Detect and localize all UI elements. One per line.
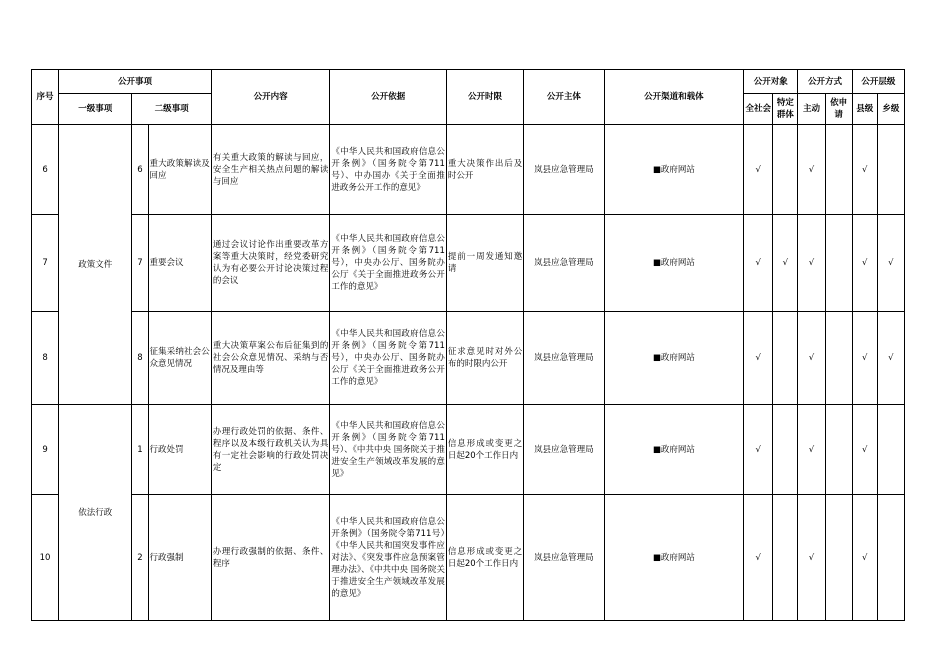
empty-cell <box>877 405 904 495</box>
group-policy: 政策文件 <box>59 125 132 405</box>
row-item: 重要会议 <box>148 215 211 312</box>
row-sub-no: 6 <box>132 125 148 215</box>
row-content: 重大决策草案公布后征集到的社会公众意见情况、采纳与否情况及理由等 <box>211 312 330 405</box>
header-level1: 一级事项 <box>59 94 132 125</box>
disclosure-table <box>31 69 905 621</box>
header-target: 公开对象 <box>744 70 798 94</box>
header-level-township: 乡级 <box>877 94 904 125</box>
check-level-county: √ <box>852 312 877 405</box>
check-target-all: √ <box>744 215 773 312</box>
row-basis: 《中华人民共和国政府信息公开条例》（国务院令第711号），中央办公厅、国务院办公厅《关于全面推进政务公开工作的意见》 <box>330 312 447 405</box>
row-seq: 6 <box>32 125 59 215</box>
row-basis: 《中华人民共和国政府信息公开条例》（国务院令第711号）、《中共中央 国务院关于推进安全生产领域改革发展的意见》 <box>330 405 447 495</box>
row-subject: 岚县应急管理局 <box>524 125 604 215</box>
header-method: 公开方式 <box>798 70 852 94</box>
empty-cell <box>877 125 904 215</box>
table-row <box>32 405 905 495</box>
row-channel: ■政府网站 <box>604 495 744 621</box>
check-level-county: √ <box>852 405 877 495</box>
row-sub-no: 8 <box>132 312 148 405</box>
row-channel: ■政府网站 <box>604 312 744 405</box>
row-subject: 岚县应急管理局 <box>524 312 604 405</box>
row-subject: 岚县应急管理局 <box>524 215 604 312</box>
row-seq: 8 <box>32 312 59 405</box>
check-target-all: √ <box>744 495 773 621</box>
row-sub-no: 1 <box>132 405 148 495</box>
table-row <box>32 312 905 405</box>
row-subject: 岚县应急管理局 <box>524 495 604 621</box>
row-channel: ■政府网站 <box>604 215 744 312</box>
header-public-items: 公开事项 <box>59 70 212 94</box>
row-time: 信息形成或变更之日起20个工作日内 <box>446 405 523 495</box>
empty-cell <box>825 312 852 405</box>
row-seq: 10 <box>32 495 59 621</box>
row-basis: 《中华人民共和国政府信息公开条例》（国务院令第711号）、中办国办《关于全面推进政务公开工作的意见》 <box>330 125 447 215</box>
header-level-county: 县级 <box>852 94 877 125</box>
row-channel: ■政府网站 <box>604 125 744 215</box>
check-target-all: √ <box>744 405 773 495</box>
header-time: 公开时限 <box>446 70 523 125</box>
empty-cell <box>773 405 798 495</box>
empty-cell <box>773 312 798 405</box>
table-row <box>32 215 905 312</box>
check-method-active: √ <box>798 312 825 405</box>
row-item: 行政处罚 <box>148 405 211 495</box>
row-channel: ■政府网站 <box>604 405 744 495</box>
header-method-request: 依申请 <box>825 94 852 125</box>
row-time: 征求意见时对外公布的时限内公开 <box>446 312 523 405</box>
row-time: 提前一周发通知邀请 <box>446 215 523 312</box>
check-level-township: √ <box>877 312 904 405</box>
row-content: 通过会议讨论作出重要改革方案等重大决策时，经党委研究认为有必要公开讨论决策过程的会议 <box>211 215 330 312</box>
table-row <box>32 495 905 621</box>
row-time: 重大决策作出后及时公开 <box>446 125 523 215</box>
row-content: 办理行政处罚的依据、条件、程序以及本级行政机关认为具有一定社会影响的行政处罚决定 <box>211 405 330 495</box>
check-target-specific: √ <box>773 215 798 312</box>
check-level-township: √ <box>877 215 904 312</box>
empty-cell <box>773 495 798 621</box>
row-subject: 岚县应急管理局 <box>524 405 604 495</box>
check-level-county: √ <box>852 495 877 621</box>
header-row-1 <box>32 70 905 94</box>
check-method-active: √ <box>798 125 825 215</box>
row-seq: 9 <box>32 405 59 495</box>
check-method-active: √ <box>798 495 825 621</box>
row-time: 信息形成或变更之日起20个工作日内 <box>446 495 523 621</box>
row-item: 征集采纳社会公众意见情况 <box>148 312 211 405</box>
table-row <box>32 125 905 215</box>
check-target-all: √ <box>744 312 773 405</box>
empty-cell <box>825 495 852 621</box>
row-content: 有关重大政策的解读与回应，安全生产相关热点问题的解读与回应 <box>211 125 330 215</box>
header-channel: 公开渠道和载体 <box>604 70 744 125</box>
empty-cell <box>825 125 852 215</box>
row-sub-no: 2 <box>132 495 148 621</box>
check-method-active: √ <box>798 215 825 312</box>
row-seq: 7 <box>32 215 59 312</box>
check-method-active: √ <box>798 405 825 495</box>
row-basis: 《中华人民共和国政府信息公开条例》（国务院令第711号），中央办公厅、国务院办公厅《关于全面推进政务公开工作的意见》 <box>330 215 447 312</box>
empty-cell <box>773 125 798 215</box>
header-seq: 序号 <box>32 70 59 125</box>
empty-cell <box>877 495 904 621</box>
row-item: 行政强制 <box>148 495 211 621</box>
header-subject: 公开主体 <box>524 70 604 125</box>
header-level: 公开层级 <box>852 70 904 94</box>
header-target-specific: 特定群体 <box>773 94 798 125</box>
empty-cell <box>825 215 852 312</box>
header-method-active: 主动 <box>798 94 825 125</box>
row-content: 办理行政强制的依据、条件、程序 <box>211 495 330 621</box>
check-level-county: √ <box>852 125 877 215</box>
header-target-all: 全社会 <box>744 94 773 125</box>
row-basis: 《中华人民共和国政府信息公开条例》（国务院令第711号）《中华人民共和国突发事件应对法》、《突发事件应急预案管理办法》、《中共中央 国务院关于推进安全生产领域改革发展的意见》 <box>330 495 447 621</box>
header-content: 公开内容 <box>211 70 330 125</box>
header-basis: 公开依据 <box>330 70 447 125</box>
row-sub-no: 7 <box>132 215 148 312</box>
check-target-all: √ <box>744 125 773 215</box>
empty-cell <box>825 405 852 495</box>
header-level2: 二级事项 <box>132 94 211 125</box>
group-law: 依法行政 <box>59 405 132 621</box>
check-level-county: √ <box>852 215 877 312</box>
row-item: 重大政策解读及回应 <box>148 125 211 215</box>
